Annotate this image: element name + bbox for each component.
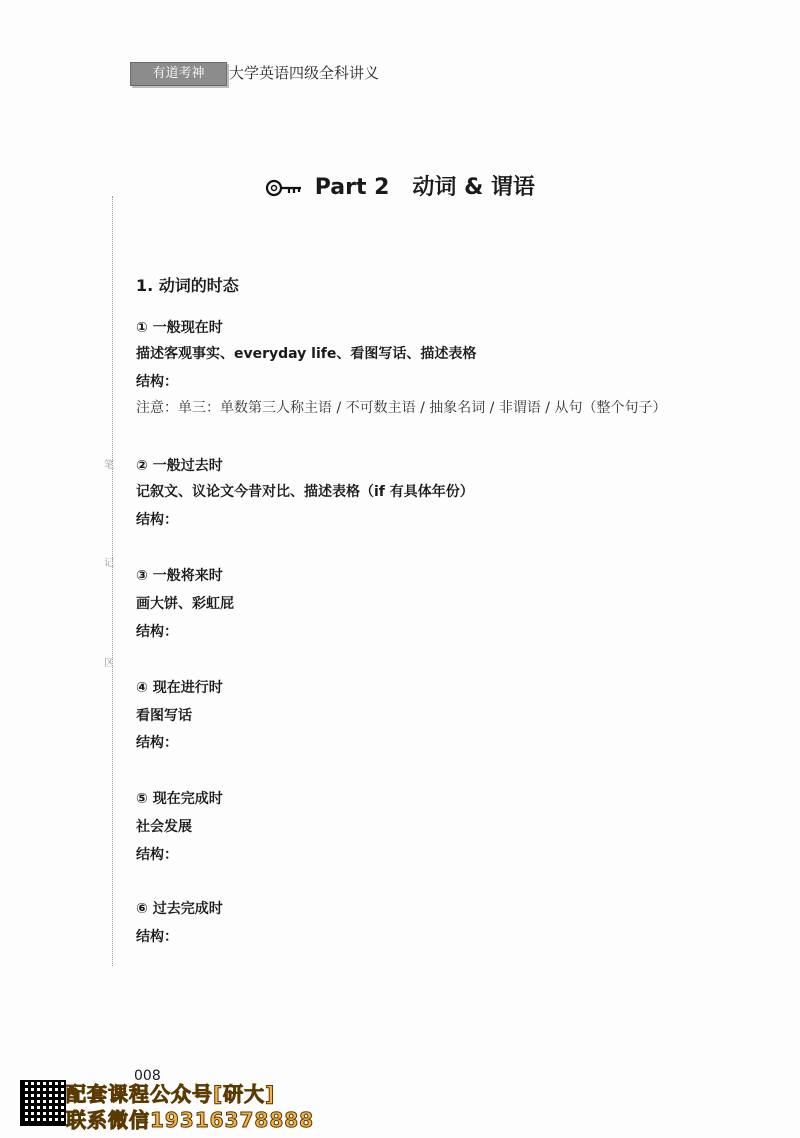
margin-note-char: 笔 xyxy=(104,460,114,471)
section-heading: 1. 动词的时态 xyxy=(136,276,239,295)
tense-structure: 结构： xyxy=(136,929,178,945)
part-title xyxy=(0,172,800,204)
tense-heading: ⑤ 现在完成时 xyxy=(136,791,223,807)
key-icon xyxy=(265,178,303,198)
tense-usage: 社会发展 xyxy=(136,819,192,835)
tense-note: 注意：单三：单数第三人称主语 / 不可数主语 / 抽象名词 / 非谓语 / 从句（整个句子） xyxy=(136,400,667,416)
part-heading: 动词 & 谓语 xyxy=(412,175,535,200)
tense-usage: 画大饼、彩虹屁 xyxy=(136,596,234,612)
page-number: 008 xyxy=(134,1068,161,1084)
margin-note-char: 区 xyxy=(104,658,114,669)
part-label: Part 2 xyxy=(314,175,390,200)
tense-usage: 记叙文、议论文今昔对比、描述表格（if 有具体年份） xyxy=(136,484,474,500)
tense-heading: ② 一般过去时 xyxy=(136,458,223,474)
margin-divider xyxy=(112,196,113,966)
tense-heading: ④ 现在进行时 xyxy=(136,680,223,696)
tense-heading: ① 一般现在时 xyxy=(136,320,223,336)
promo-line: 配套课程公众号[研大] xyxy=(66,1082,276,1106)
publisher-badge: 有道考神 xyxy=(130,62,227,86)
book-title: 大学英语四级全科讲义 xyxy=(229,64,380,82)
tense-structure: 结构： xyxy=(136,624,178,640)
tense-structure: 结构： xyxy=(136,847,178,863)
qr-code-icon xyxy=(20,1080,66,1126)
tense-structure: 结构： xyxy=(136,512,178,528)
promo-line: 联系微信19316378888 xyxy=(66,1108,315,1132)
tense-structure: 结构： xyxy=(136,735,178,751)
tense-heading: ③ 一般将来时 xyxy=(136,568,223,584)
tense-usage: 看图写话 xyxy=(136,708,192,724)
tense-heading: ⑥ 过去完成时 xyxy=(136,901,223,917)
margin-note-char: 记 xyxy=(104,558,114,569)
tense-structure: 结构： xyxy=(136,374,178,390)
tense-usage: 描述客观事实、everyday life、看图写话、描述表格 xyxy=(136,346,477,362)
